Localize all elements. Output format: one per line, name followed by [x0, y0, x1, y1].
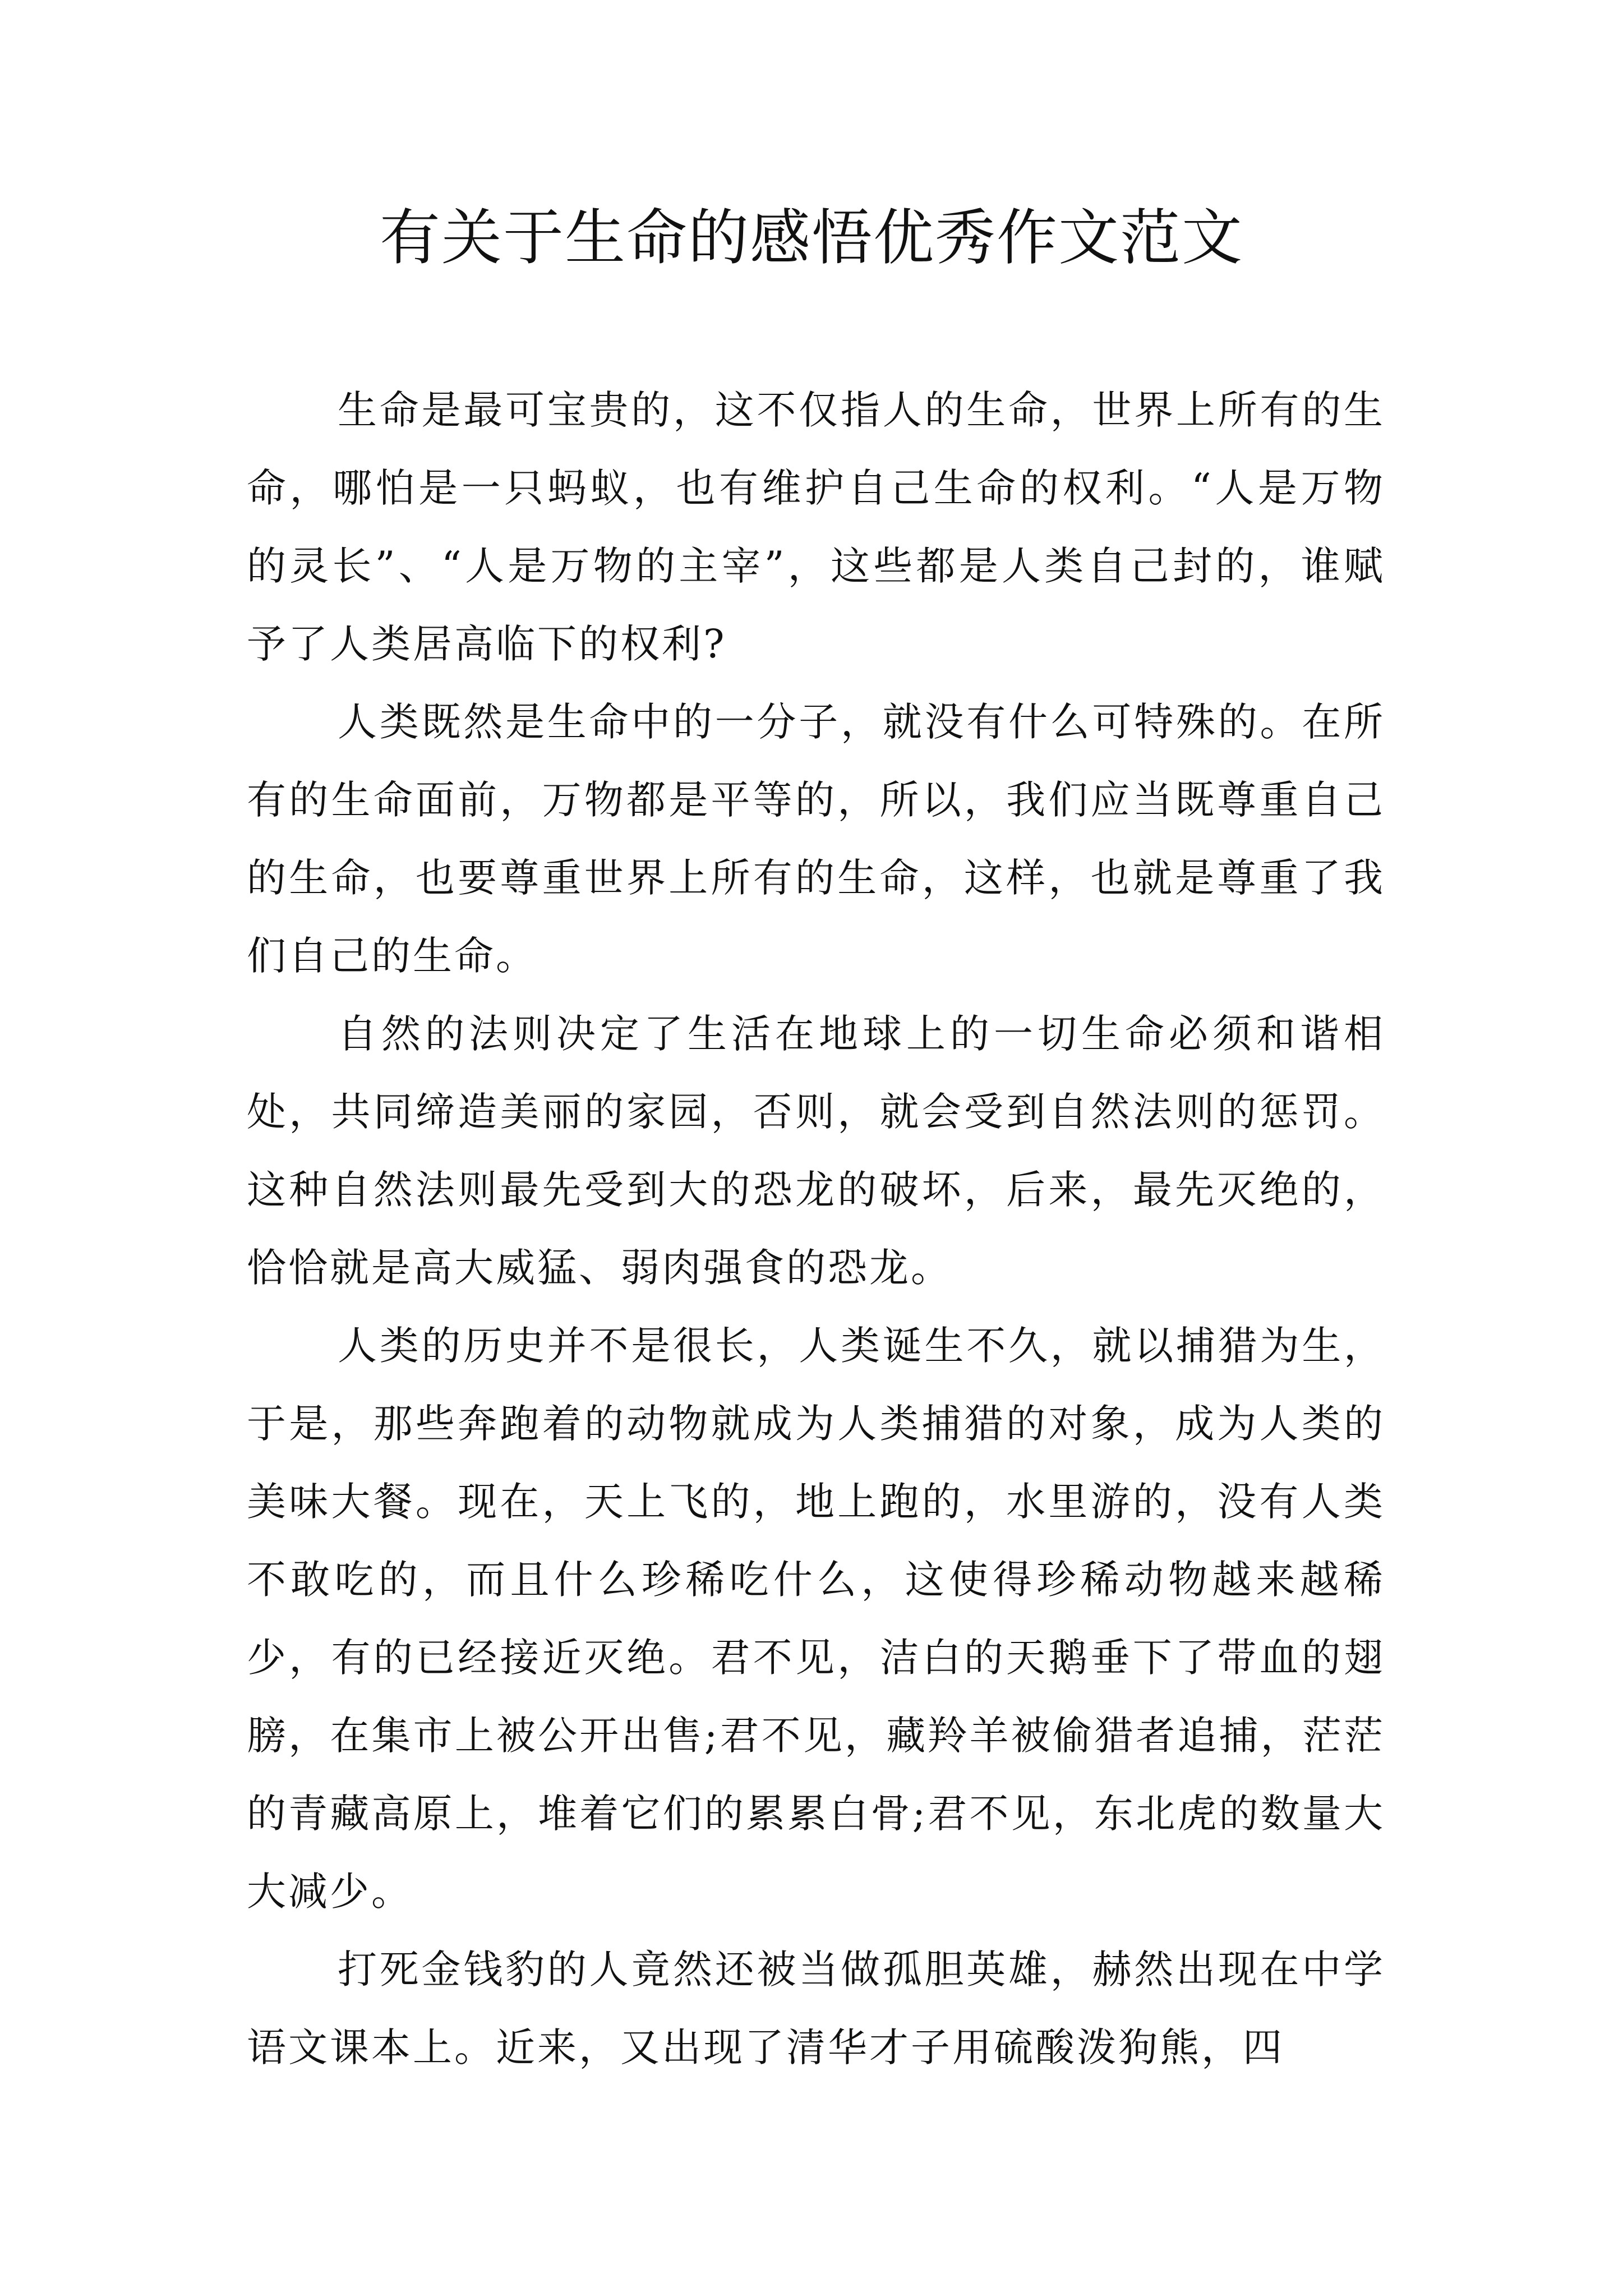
paragraph: 自然的法则决定了生活在地球上的一切生命必须和谐相处，共同缔造美丽的家园，否则，就会受到自然法则的惩罚。这种自然法则最先受到大的恐龙的破坏，后来，最先灭绝的，恰恰就是高大威猛、弱肉强食的恐龙。	[247, 1011, 1385, 1291]
paragraph: 人类的历史并不是很长，人类诞生不久，就以捕猎为生，于是，那些奔跑着的动物就成为人类捕猎的对象，成为人类的美味大餐。现在，天上飞的，地上跑的，水里游的，没有人类不敢吃的，而且什么珍稀吃什么，这使得珍稀动物越来越稀少，有的已经接近灭绝。君不见，洁白的天鹅垂下了带血的翅膀，在集市上被公开出售;君不见，藏羚羊被偷猎者追捕，茫茫的青藏高原上，堆着它们的累累白骨;君不见，东北虎的数量大大减少。	[247, 1323, 1385, 1915]
paragraph: 人类既然是生命中的一分子，就没有什么可特殊的。在所有的生命面前，万物都是平等的，所以，我们应当既尊重自己的生命，也要尊重世界上所有的生命，这样，也就是尊重了我们自己的生命。	[247, 699, 1385, 979]
paragraph: 生命是最可宝贵的，这不仅指人的生命，世界上所有的生命，哪怕是一只蚂蚁，也有维护自己生命的权利。“人是万物的灵长”、“人是万物的主宰”，这些都是人类自己封的，谁赋予了人类居高临下的权利?	[247, 387, 1385, 667]
document-body	[247, 371, 1385, 2087]
document-title: 有关于生命的感悟优秀作文范文	[379, 203, 1243, 273]
paragraph: 打死金钱豹的人竟然还被当做孤胆英雄，赫然出现在中学语文课本上。近来，又出现了清华才子用硫酸泼狗熊，四	[247, 1947, 1385, 2070]
